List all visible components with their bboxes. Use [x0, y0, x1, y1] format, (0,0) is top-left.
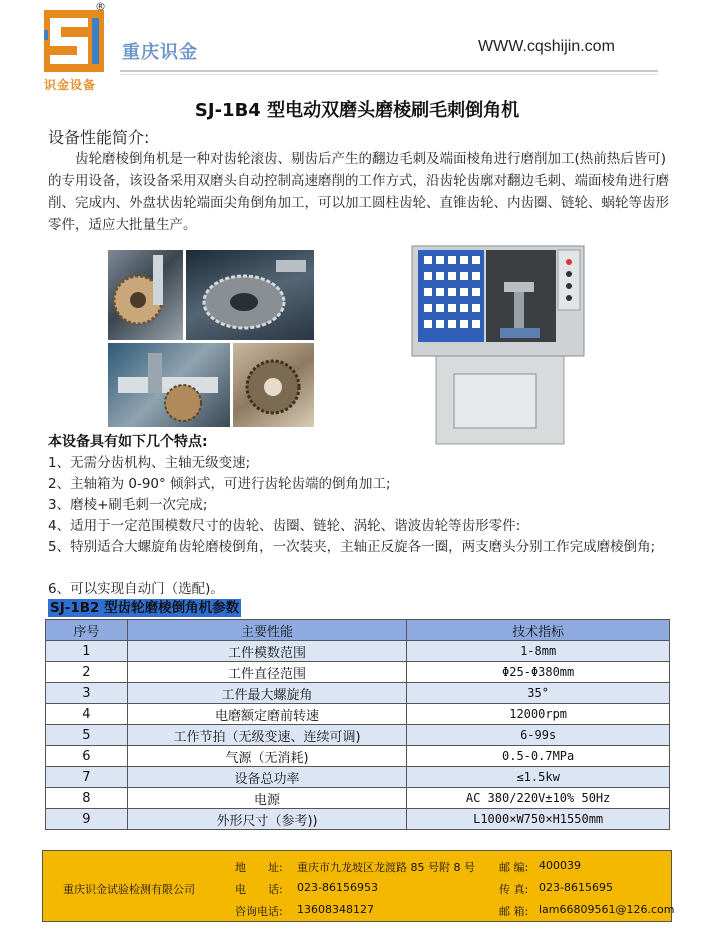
row-value: 0.5-0.7MPa — [407, 746, 670, 767]
intro-paragraph: 齿轮磨棱倒角机是一种对齿轮滚齿、剔齿后产生的翻边毛刺及端面棱角进行磨削加工(热前热后皆可)的专用设备，该设备采用双磨头自动控制高速磨削的工作方式，沿齿轮齿廓对翻边毛刺、端面棱角进行磨削、完成内、外盘状齿轮端面尖角倒角加工，可以加工圆柱齿轮、直锥齿轮、内齿圈、链轮、蜗轮等齿形零件，适应大批量生产。 — [48, 151, 669, 233]
feature-item: 4、适用于一定范围模数尺寸的齿轮、齿圈、链轮、涡轮、谐波齿轮等齿形零件: — [48, 518, 521, 534]
row-property: 外形尺寸（参考)) — [127, 809, 406, 830]
brand-name: 重庆识金 — [122, 42, 198, 63]
logo-subtitle: 识金设备 — [44, 78, 97, 92]
gear-photo-1 — [108, 250, 183, 340]
footer-zip-label: 邮 编: — [499, 861, 529, 874]
footer-email[interactable]: lam66809561@126.com — [539, 903, 675, 916]
row-property: 工件最大螺旋角 — [127, 683, 406, 704]
table-row — [46, 809, 670, 830]
footer-email-label: 邮 箱: — [499, 905, 529, 918]
row-number: 7 — [46, 767, 128, 788]
footer-address: 重庆市九龙坡区龙渡路 85 号附 8 号 — [297, 861, 475, 874]
row-value: L1000×W750×H1550mm — [407, 809, 670, 830]
page-title: SJ-1B4 型电动双磨头磨棱刷毛刺倒角机 — [194, 100, 520, 121]
row-number: 9 — [46, 809, 128, 830]
table-header-row — [46, 620, 670, 641]
table-row — [46, 683, 670, 704]
gear-photo-4 — [233, 343, 314, 427]
footer-company: 重庆识金试验检测有限公司 — [63, 883, 195, 896]
registered-mark: ® — [95, 0, 106, 13]
feature-item: 6、可以实现自动门（选配)。 — [48, 581, 224, 597]
row-number: 8 — [46, 788, 128, 809]
table-row — [46, 641, 670, 662]
column-header: 序号 — [46, 620, 128, 641]
column-header: 技术指标 — [407, 620, 670, 641]
header-divider — [120, 70, 658, 72]
feature-item: 5、特别适合大螺旋角齿轮磨棱倒角，一次装夹，主轴正反旋各一圈，两支磨头分别工作完成磨棱倒角; — [48, 539, 656, 555]
footer-phone-label: 电 话: — [235, 883, 283, 896]
row-property: 电源 — [127, 788, 406, 809]
row-property: 工件模数范围 — [127, 641, 406, 662]
footer-phone: 023-86156953 — [297, 881, 378, 894]
features-heading: 本设备具有如下几个特点: — [48, 434, 208, 450]
table-row — [46, 767, 670, 788]
spec-table-heading: SJ-1B2 型齿轮磨棱倒角机参数 — [50, 600, 240, 616]
gear-photo-3 — [108, 343, 230, 427]
feature-item: 3、磨棱+刷毛刺一次完成; — [48, 497, 208, 513]
table-row — [46, 725, 670, 746]
feature-item: 2、主轴箱为 0-90° 倾斜式，可进行齿轮齿端的倒角加工; — [48, 476, 391, 492]
footer-fax-label: 传 真: — [499, 883, 529, 896]
footer-address-label: 地 址: — [235, 861, 283, 874]
row-value: ≤1.5kw — [407, 767, 670, 788]
table-row — [46, 788, 670, 809]
row-number: 1 — [46, 641, 128, 662]
footer-zip: 400039 — [539, 859, 581, 872]
website-url[interactable]: WWW.cqshijin.com — [478, 38, 615, 55]
footer-consult-phone: 13608348127 — [297, 903, 374, 916]
column-header: 主要性能 — [127, 620, 406, 641]
row-number: 3 — [46, 683, 128, 704]
row-property: 工件直径范围 — [127, 662, 406, 683]
row-value: Φ25-Φ380mm — [407, 662, 670, 683]
footer-consult-label: 咨询电话: — [235, 905, 283, 918]
spec-table — [45, 619, 670, 830]
header-divider-thin — [120, 74, 658, 75]
contact-footer — [42, 850, 675, 922]
row-value: AC 380/220V±10% 50Hz — [407, 788, 670, 809]
row-property: 设备总功率 — [127, 767, 406, 788]
machine-photo — [408, 242, 588, 447]
row-number: 2 — [46, 662, 128, 683]
row-property: 气源（无消耗) — [127, 746, 406, 767]
row-value: 1-8mm — [407, 641, 670, 662]
row-value: 6-99s — [407, 725, 670, 746]
row-value: 35° — [407, 683, 670, 704]
row-number: 4 — [46, 704, 128, 725]
table-row — [46, 746, 670, 767]
company-logo — [44, 10, 104, 72]
table-row — [46, 662, 670, 683]
row-number: 6 — [46, 746, 128, 767]
row-number: 5 — [46, 725, 128, 746]
row-property: 电磨额定磨前转速 — [127, 704, 406, 725]
row-property: 工作节拍（无级变速、连续可调) — [127, 725, 406, 746]
feature-item: 1、无需分齿机构、主轴无级变速; — [48, 455, 251, 471]
intro-heading: 设备性能简介: — [48, 128, 150, 147]
row-value: 12000rpm — [407, 704, 670, 725]
table-row — [46, 704, 670, 725]
gear-photo-2 — [186, 250, 314, 340]
footer-fax: 023-8615695 — [539, 881, 613, 894]
